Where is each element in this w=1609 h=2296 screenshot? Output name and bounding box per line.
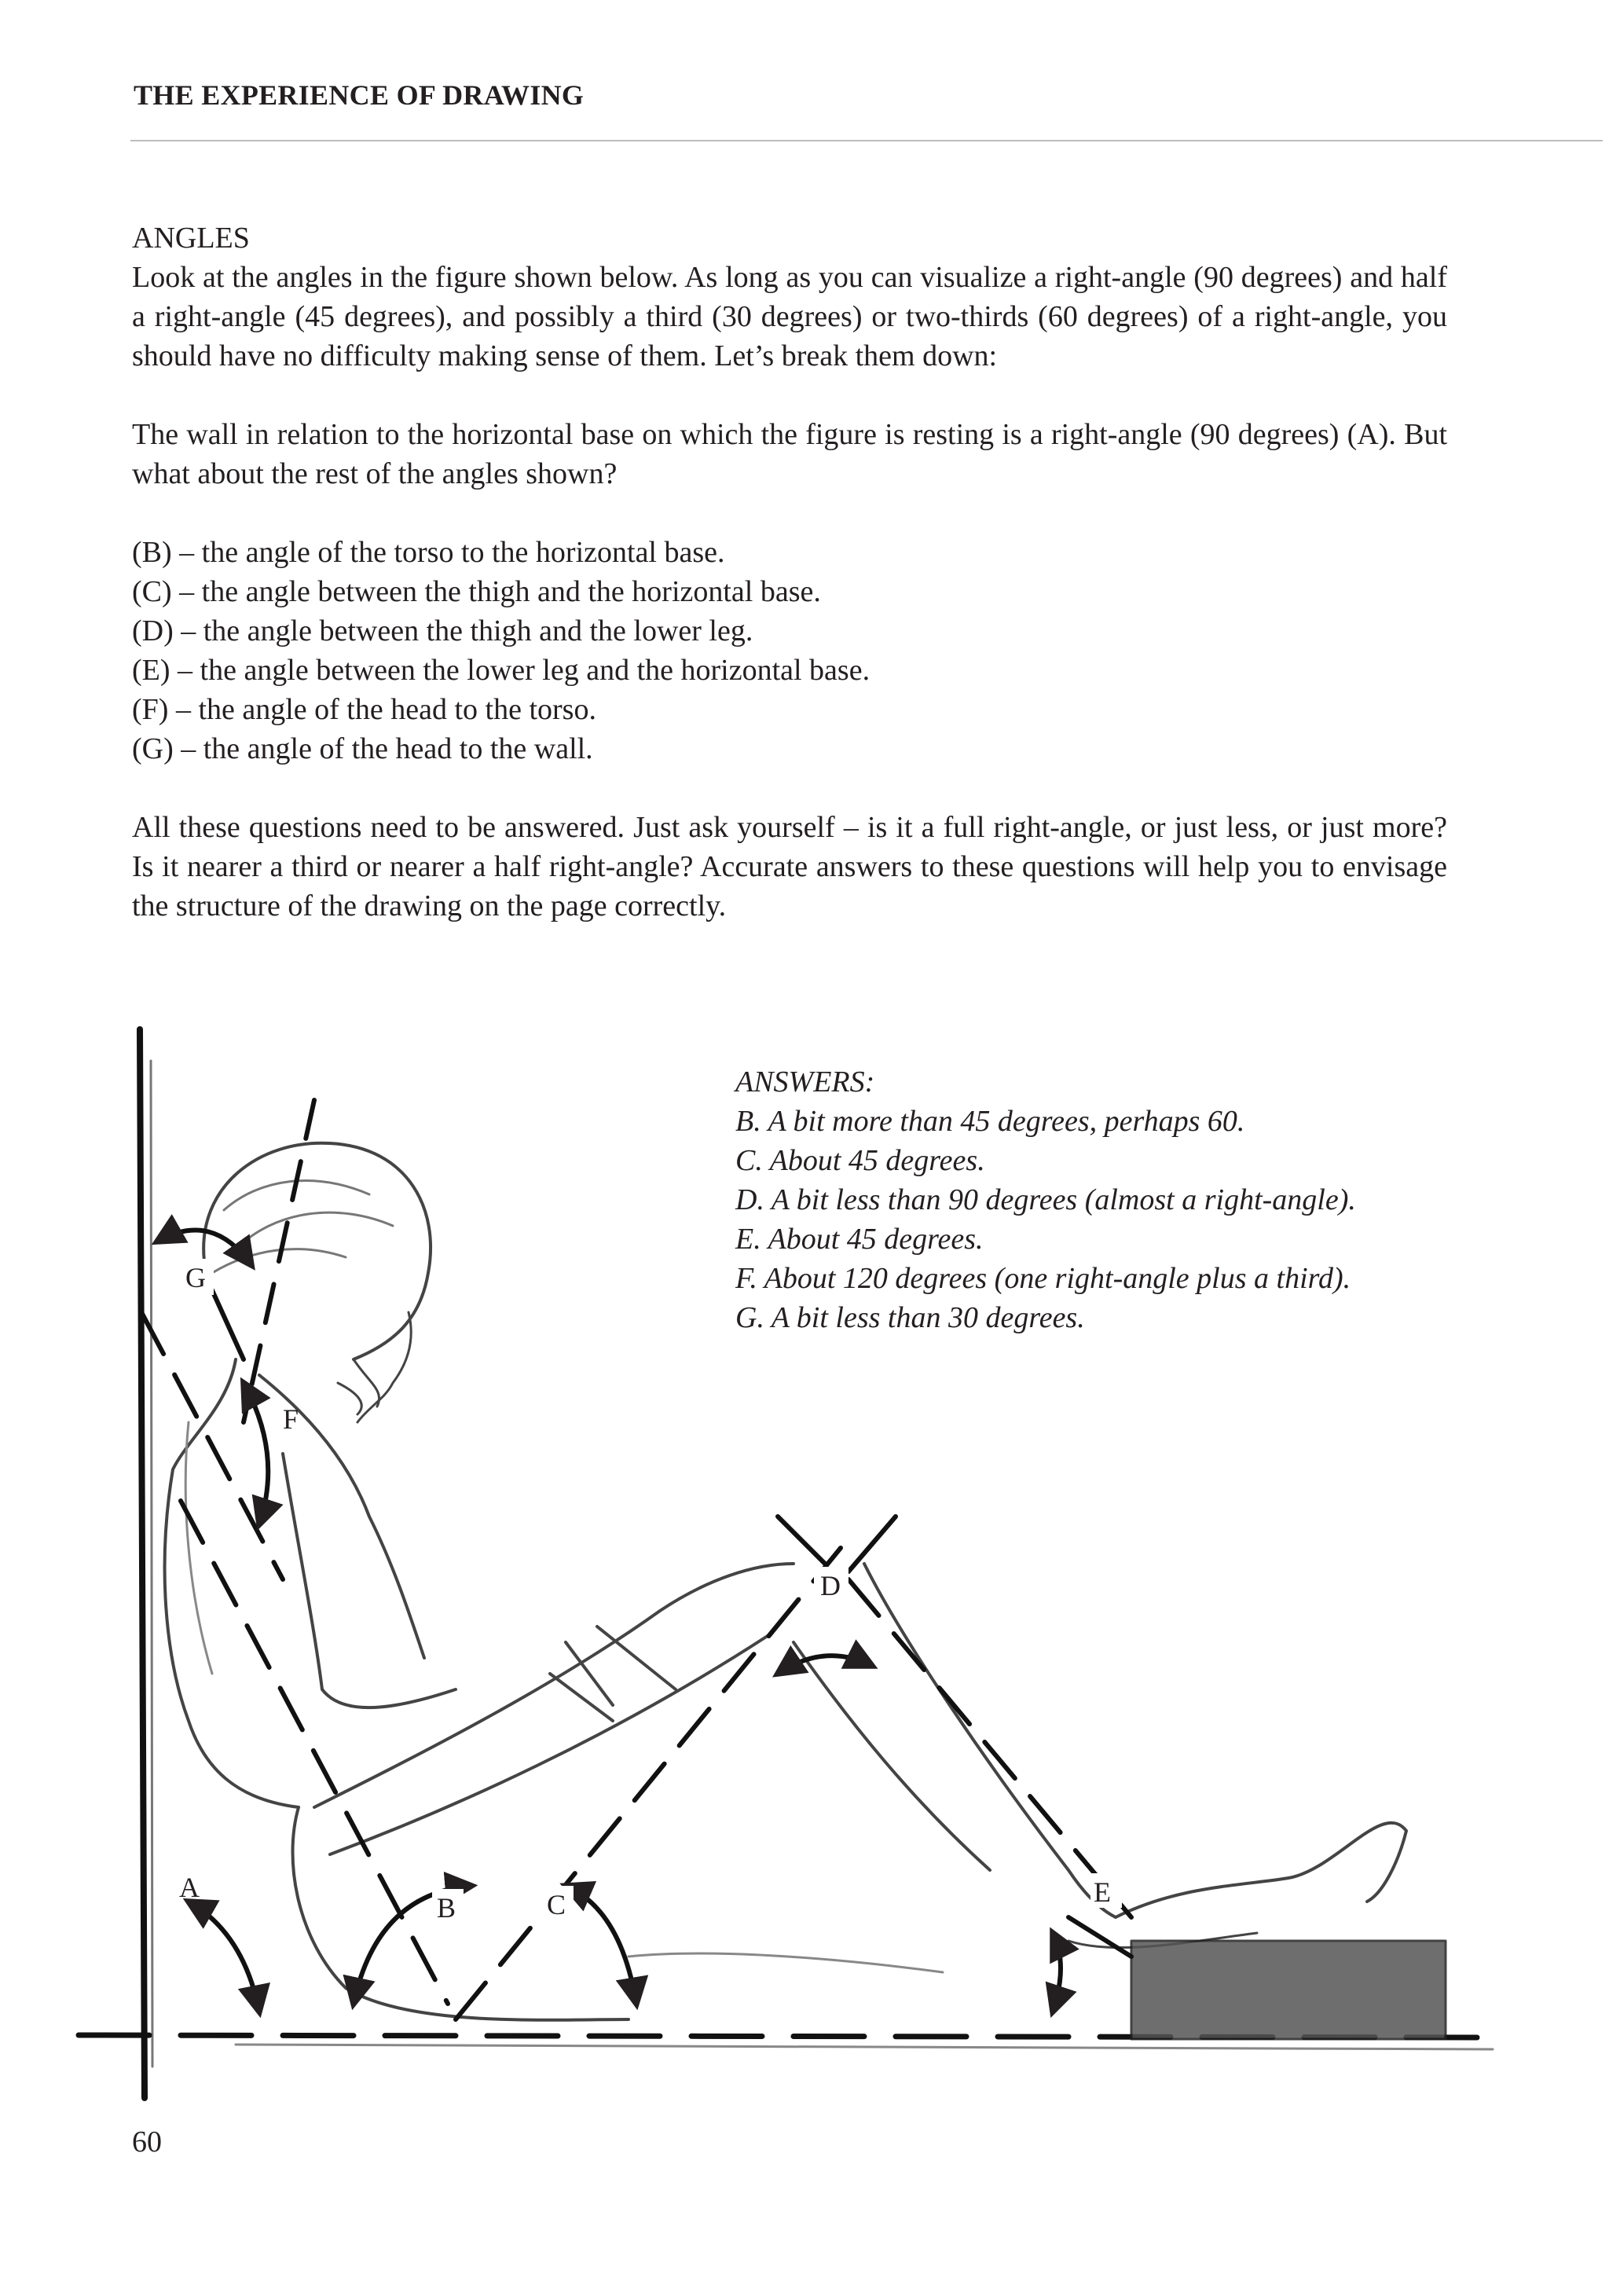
section-heading: ANGLES [132, 222, 250, 255]
angle-item-c: (C) – the angle between the thigh and the horizontal base. [132, 575, 821, 608]
wall-line [140, 1029, 145, 2098]
angle-item-d: (D) – the angle between the thigh and the lower leg. [132, 614, 753, 647]
intro-paragraph: Look at the angles in the figure shown below. As long as you can visualize a right-angle (90 degrees) and half a right-angle (45 degrees), and possibly a third (30 degrees) or two-thirds (60 degrees) of a right-angle, you should have no difficulty making sense of them. Let’s break them down: [132, 261, 1447, 372]
answer-d: D. A bit less than 90 degrees (almost a right-angle). [735, 1183, 1356, 1216]
closing-paragraph: All these questions need to be answered. Just ask yourself – is it a full right-angle, or just less, or just more? Is it nearer a third or nearer a half right-angle? Accurate answers to these questions will help you to envisage the structure of the drawing on the page correctly. [132, 811, 1447, 922]
angle-arc-a [189, 1902, 259, 2012]
running-title: THE EXPERIENCE OF DRAWING [134, 79, 585, 111]
answer-g: G. A bit less than 30 degrees. [735, 1301, 1085, 1334]
header-rule [130, 140, 1603, 141]
angle-list [132, 533, 1447, 768]
answers-box [735, 1062, 1442, 1337]
answer-e: E. About 45 degrees. [735, 1223, 984, 1256]
angle-arc-e [1053, 1933, 1061, 2012]
answer-b: B. A bit more than 45 degrees, perhaps 60. [735, 1105, 1245, 1138]
label-d: D [820, 1570, 841, 1601]
body-text [132, 218, 1447, 926]
angle-item-g: (G) – the angle of the head to the wall. [132, 732, 593, 765]
label-b: B [437, 1892, 456, 1924]
label-a: A [179, 1872, 200, 1903]
wall-paragraph: The wall in relation to the horizontal base on which the figure is resting is a right-angle (90 degrees) (A). But what about the rest of the angles shown? [132, 418, 1447, 490]
angle-item-f: (F) – the angle of the head to the torso. [132, 693, 596, 726]
page-number: 60 [132, 2125, 162, 2158]
answer-c: C. About 45 degrees. [735, 1144, 985, 1177]
answers-heading: ANSWERS: [735, 1065, 875, 1098]
label-e: E [1094, 1876, 1111, 1908]
label-c: C [547, 1889, 566, 1920]
answer-f: F. About 120 degrees (one right-angle plus a third). [735, 1262, 1351, 1295]
label-g: G [185, 1262, 206, 1293]
angle-arc-d [778, 1656, 872, 1674]
angle-item-e: (E) – the angle between the lower leg and the horizontal base. [132, 654, 870, 687]
angle-item-b: (B) – the angle of the torso to the horizontal base. [132, 536, 725, 569]
angle-arc-c [566, 1886, 636, 2004]
label-f: F [283, 1403, 299, 1435]
angle-arc-f [244, 1383, 268, 1524]
